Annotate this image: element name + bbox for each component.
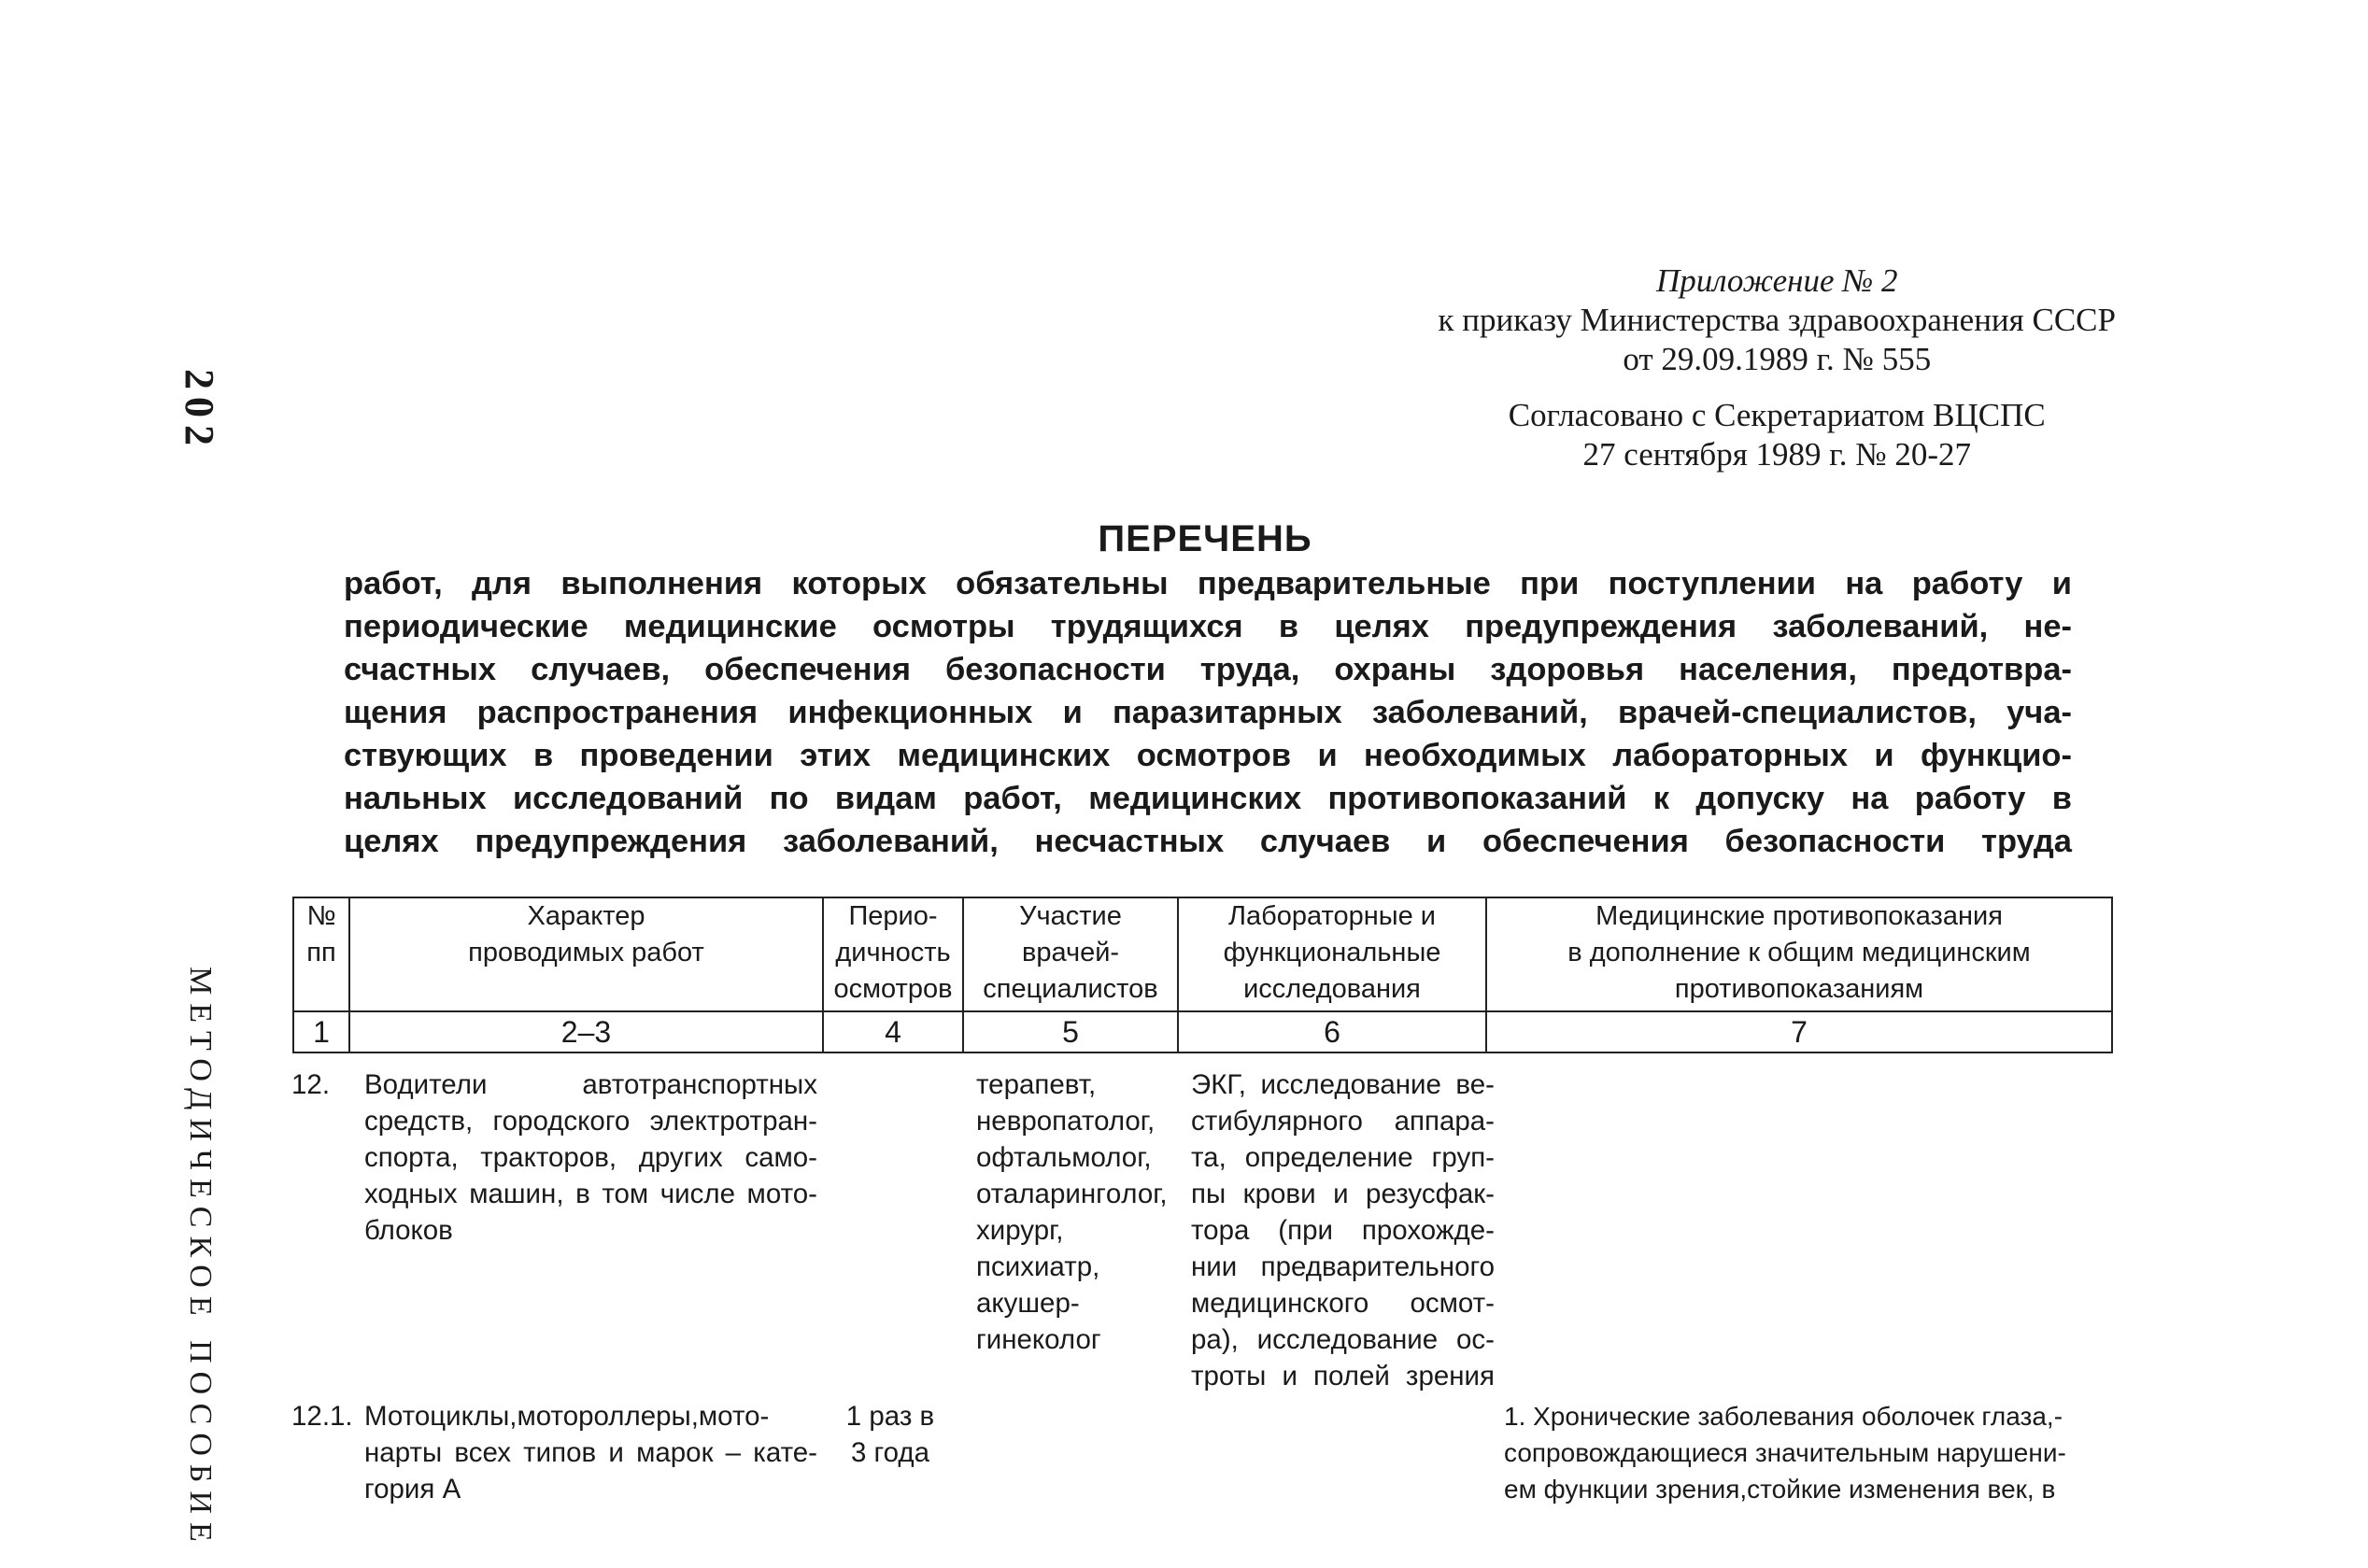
header-periodicity: Перио- дичность осмотров (823, 897, 963, 1011)
row-number: 12.1. (291, 1401, 353, 1432)
row-work: Мотоциклы,мотороллеры,мото- нарты всех типов и марок – кате- гория А (364, 1401, 817, 1504)
order-line-1: к приказу Министерства здравоохранения СССР (1438, 302, 2116, 338)
header-lab: Лабораторные и функциональные исследования (1178, 897, 1486, 1011)
row-number: 12. (291, 1069, 331, 1100)
column-number: 1 (293, 1011, 349, 1052)
row-lab: ЭКГ, исследование ве- стибулярного аппара- та, определение груп- пы крови и резусфак- тора (при прохожде- нии предварительного медицинского осмот- ра), исследование ос- троты и полей зрения (1191, 1069, 1495, 1391)
subtitle-line: целях предупреждения заболеваний, несчастных случаев и обеспечения безопасности труда (344, 824, 2072, 859)
column-number: 5 (963, 1011, 1178, 1052)
column-number: 6 (1178, 1011, 1486, 1052)
subtitle-line: счастных случаев, обеспечения безопасности труда, охраны здоровья населения, предотвра- (344, 652, 2072, 687)
document-header (1439, 261, 2116, 474)
appendix-label: Приложение № 2 (1655, 262, 1898, 299)
header-work: Характер проводимых работ (349, 897, 823, 1011)
header-doctors: Участие врачей- специалистов (963, 897, 1178, 1011)
column-number: 2–3 (349, 1011, 823, 1052)
subtitle-line: периодические медицинские осмотры трудящихся в целях предупреждения заболеваний, не- (344, 609, 2072, 644)
subtitle-line: нальных исследований по видам работ, медицинских противопоказаний к допуску на работу в (344, 781, 2072, 816)
table-header (292, 897, 2113, 1053)
column-number: 4 (823, 1011, 963, 1052)
row-work: Водители автотранспортных средств, городского электротран- спорта, тракторов, других само- ходных машин, в том числе мото- блоков (364, 1069, 817, 1246)
header-contraindications: Медицинские противопоказания в дополнение к общим медицинским противопоказаниям (1486, 897, 2112, 1011)
row-periodicity: 1 раз в 3 года (845, 1401, 935, 1468)
document-title: ПЕРЕЧЕНЬ (1098, 518, 1312, 559)
agreed-line-1: Согласовано с Секретариатом ВЦСПС (1508, 397, 2046, 433)
agreed-line-2: 27 сентября 1989 г. № 20-27 (1582, 436, 1972, 473)
column-number: 7 (1486, 1011, 2112, 1052)
header-no: № пп (293, 897, 349, 1011)
row-doctors: терапевт, невропатолог, офтальмолог, оталарингoлог, хирург, психиатр, акушер- гинеколог (976, 1069, 1168, 1355)
subtitle-line: щения распространения инфекционных и паразитарных заболеваний, врачей-специалистов, уча- (344, 695, 2072, 730)
side-running-title: МЕТОДИЧЕСКОЕ ПОСОБИЕ (183, 967, 218, 1550)
page-number: 202 (177, 369, 222, 453)
document-subtitle (344, 562, 2072, 863)
subtitle-line: ствующих в проведении этих медицинских осмотров и необходимых лабораторных и функцио- (344, 738, 2072, 773)
row-contraindications: 1. Хронические заболевания оболочек глаза,- сопровождающиеся значительным нарушени- ем функции зрения,стойкие изменения век, в (1504, 1402, 2066, 1504)
order-line-2: от 29.09.1989 г. № 555 (1623, 341, 1932, 377)
subtitle-line: работ, для выполнения которых обязательны предварительные при поступлении на работу и (344, 566, 2072, 601)
